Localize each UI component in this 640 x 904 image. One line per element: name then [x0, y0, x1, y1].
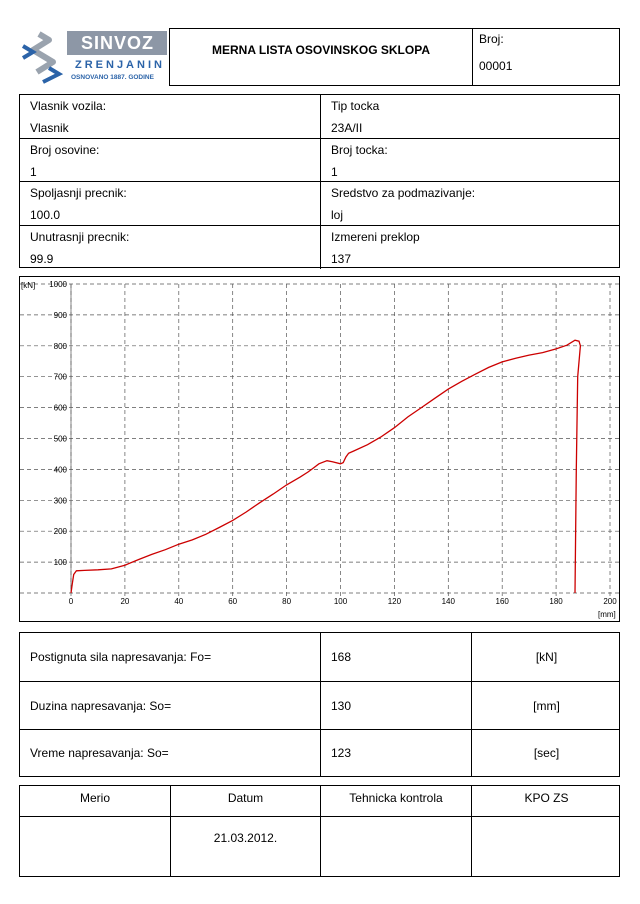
info-label: Broj tocka:: [331, 142, 388, 157]
info-label: Broj osovine:: [30, 142, 100, 157]
y-tick-label: 800: [53, 341, 67, 351]
y-tick-label: 900: [53, 310, 67, 320]
force-displacement-chart: [19, 276, 620, 622]
logo-wordmark: SINVOZ: [81, 33, 155, 53]
result-row: [20, 730, 619, 776]
signature-header: Tehnicka kontrola: [349, 791, 443, 805]
title-cell: [169, 28, 473, 86]
result-unit: [kN]: [535, 650, 558, 664]
y-tick-label: 1000: [49, 280, 67, 289]
info-label: Unutrasnji precnik:: [30, 229, 130, 244]
y-tick-label: 200: [53, 527, 67, 537]
document-header: [19, 28, 620, 86]
x-tick-label: 160: [495, 597, 509, 606]
info-label: Tip tocka: [331, 99, 380, 113]
info-row: [20, 95, 619, 139]
info-value: loj: [331, 208, 344, 222]
info-row: [20, 139, 619, 183]
info-row: [20, 182, 619, 226]
x-tick-label: 40: [174, 597, 184, 606]
y-axis-label: [kN]: [21, 281, 36, 290]
chart-canvas: [20, 277, 619, 621]
logo-city: ZRENJANIN: [75, 59, 165, 71]
info-label: Vlasnik vozila:: [30, 99, 107, 113]
result-unit: [mm]: [533, 698, 560, 713]
signature-value-row: [20, 817, 619, 876]
info-value: 1: [30, 164, 37, 179]
y-tick-label: 400: [53, 465, 67, 475]
x-tick-label: 60: [228, 597, 238, 606]
x-tick-label: 100: [333, 597, 348, 606]
y-tick-label: 600: [53, 403, 67, 413]
result-value-cell: [320, 730, 471, 776]
info-cell: [20, 139, 320, 182]
company-logo: [19, 28, 169, 86]
result-value-cell: [320, 633, 471, 681]
document-title: MERNA LISTA OSOVINSKOG SKLOPA: [211, 43, 430, 57]
result-value: 130: [331, 698, 352, 713]
info-row: [20, 226, 619, 270]
info-label: Izmereni preklop: [331, 229, 420, 244]
series-line: [71, 340, 580, 593]
result-label-cell: [20, 633, 320, 681]
number-value: 00001: [479, 59, 513, 73]
y-tick-label: 300: [53, 496, 67, 506]
result-value: 168: [331, 650, 352, 664]
vehicle-info-table: [19, 94, 620, 268]
result-unit-cell: [471, 633, 621, 681]
result-row: [20, 682, 619, 730]
info-label: Sredstvo za podmazivanje:: [331, 186, 476, 200]
x-axis-label: [mm]: [598, 610, 616, 619]
x-tick-label: 80: [282, 597, 292, 606]
signature-header-row: [20, 786, 619, 817]
signature-header: Datum: [227, 791, 264, 805]
signature-value-cell: [20, 817, 170, 876]
signature-header-cell: [471, 786, 621, 816]
result-label: Duzina napresavanja: So=: [30, 698, 172, 713]
date-value: 21.03.2012.: [213, 831, 278, 845]
result-value-cell: [320, 682, 471, 729]
signature-header: KPO ZS: [524, 791, 569, 805]
signature-value-cell: [320, 817, 471, 876]
number-cell: [472, 28, 620, 86]
number-label: Broj:: [479, 32, 504, 46]
x-tick-label: 180: [549, 597, 563, 606]
x-tick-label: 120: [387, 597, 402, 606]
info-value: 137: [331, 251, 352, 266]
y-tick-label: 700: [53, 372, 67, 382]
info-cell: [320, 139, 621, 182]
results-table: [19, 632, 620, 777]
signature-header-cell: [20, 786, 170, 816]
logo-founded: OSNOVANO 1887. GODINE: [71, 74, 154, 81]
info-cell: [20, 95, 320, 138]
info-value: 100.0: [30, 208, 61, 222]
result-unit: [sec]: [533, 746, 560, 760]
signature-header-cell: [320, 786, 471, 816]
signature-value-cell: [170, 817, 320, 876]
info-cell: [320, 226, 621, 270]
y-tick-label: 500: [53, 434, 67, 444]
signature-header-cell: [170, 786, 320, 816]
result-label-cell: [20, 682, 320, 729]
x-tick-label: 140: [441, 597, 455, 606]
result-label: Vreme napresavanja: So=: [30, 746, 169, 760]
result-unit-cell: [471, 730, 621, 776]
info-value: Vlasnik: [30, 121, 69, 135]
x-tick-label: 200: [603, 597, 617, 606]
result-row: [20, 633, 619, 682]
info-value: 23A/II: [331, 121, 363, 135]
signature-table: [19, 785, 620, 877]
info-cell: [20, 182, 320, 225]
info-cell: [320, 182, 621, 225]
y-tick-label: 100: [53, 558, 67, 568]
result-unit-cell: [471, 682, 621, 729]
info-label: Spoljasnji precnik:: [30, 186, 127, 200]
signature-value-cell: [471, 817, 621, 876]
info-cell: [20, 226, 320, 270]
signature-header: Merio: [79, 791, 110, 805]
result-label-cell: [20, 730, 320, 776]
info-value: 1: [331, 164, 338, 179]
result-value: 123: [331, 746, 352, 760]
info-cell: [320, 95, 621, 138]
x-tick-label: 0: [68, 597, 74, 606]
x-tick-label: 20: [120, 597, 130, 606]
result-label: Postignuta sila napresavanja: Fo=: [30, 650, 212, 664]
info-value: 99.9: [30, 251, 54, 266]
